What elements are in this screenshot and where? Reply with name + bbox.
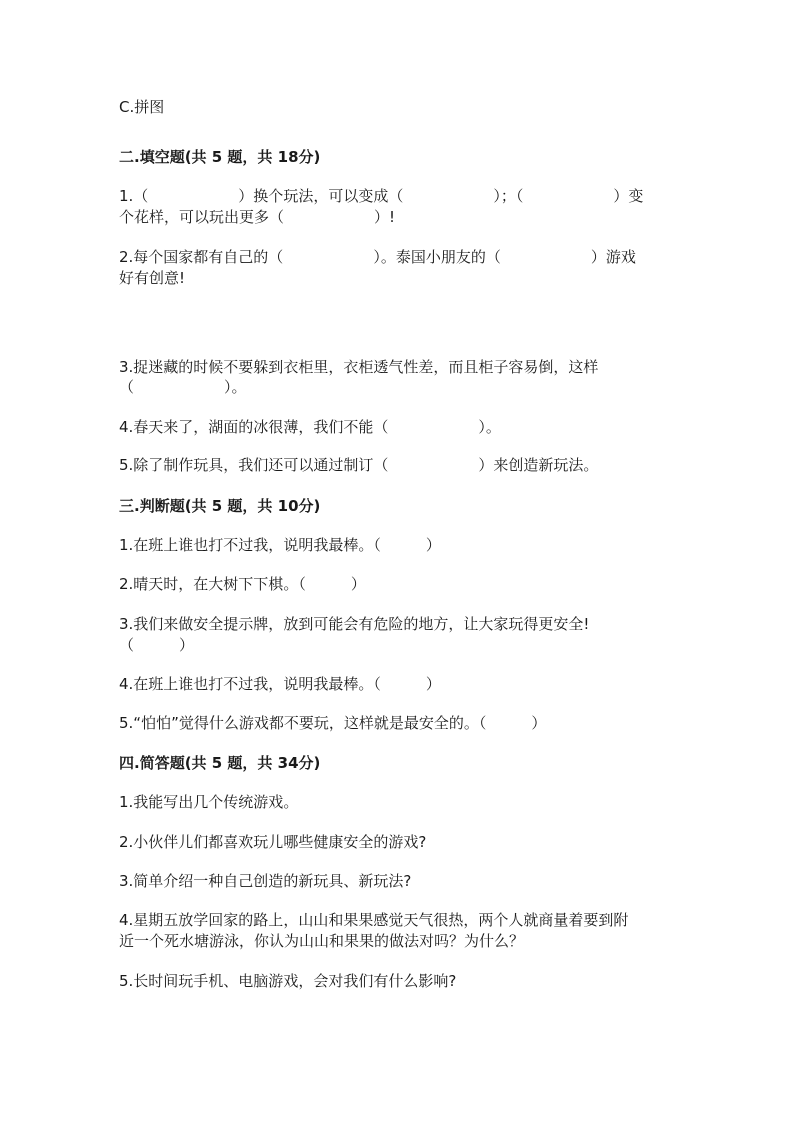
short-q4-line1: 4.星期五放学回家的路上，山山和果果感觉天气很热，两个人就商量着要到附: [119, 911, 629, 929]
fill-q3-line2: （ ）。: [119, 378, 247, 396]
judge-q2: 2.晴天时，在大树下下棋。（ ）: [119, 575, 366, 593]
fill-q2-line2: 好有创意!: [119, 269, 186, 287]
short-q1: 1.我能写出几个传统游戏。: [119, 793, 299, 811]
fill-q4: 4.春天来了，湖面的冰很薄，我们不能（ ）。: [119, 418, 501, 436]
fill-q5: 5.除了制作玩具，我们还可以通过制订（ ）来创造新玩法。: [119, 456, 599, 474]
exam-page: [119, 0, 679, 1123]
short-q4-line2: 近一个死水塘游泳，你认为山山和果果的做法对吗？为什么？: [119, 932, 525, 950]
judge-q3-line2: （ ）: [119, 636, 195, 654]
section-4-heading: 四.简答题(共 5 题，共 34分): [119, 754, 321, 772]
section-3-heading: 三.判断题(共 5 题，共 10分): [119, 497, 321, 515]
short-q2: 2.小伙伴儿们都喜欢玩儿哪些健康安全的游戏?: [119, 833, 427, 851]
fill-q1-line2: 个花样，可以玩出更多（ ）!: [119, 208, 396, 226]
judge-q3-line1: 3.我们来做安全提示牌，放到可能会有危险的地方，让大家玩得更安全!: [119, 615, 590, 633]
fill-q1-line1: 1.（ ）换个玩法，可以变成（ ）；（ ）变: [119, 187, 644, 205]
fill-q3-line1: 3.捉迷藏的时候不要躲到衣柜里，衣柜透气性差，而且柜子容易倒，这样: [119, 358, 599, 376]
judge-q1: 1.在班上谁也打不过我，说明我最棒。（ ）: [119, 536, 441, 554]
judge-q4: 4.在班上谁也打不过我，说明我最棒。（ ）: [119, 675, 441, 693]
judge-q5: 5.“怕怕”觉得什么游戏都不要玩，这样就是最安全的。（ ）: [119, 714, 547, 732]
short-q5: 5.长时间玩手机、电脑游戏，会对我们有什么影响?: [119, 972, 457, 990]
section-2-heading: 二.填空题(共 5 题，共 18分): [119, 148, 321, 166]
option-c-text: C.拼图: [119, 98, 165, 116]
fill-q2-line1: 2.每个国家都有自己的（ ）。泰国小朋友的（ ）游戏: [119, 248, 636, 266]
short-q3: 3.简单介绍一种自己创造的新玩具、新玩法?: [119, 872, 412, 890]
